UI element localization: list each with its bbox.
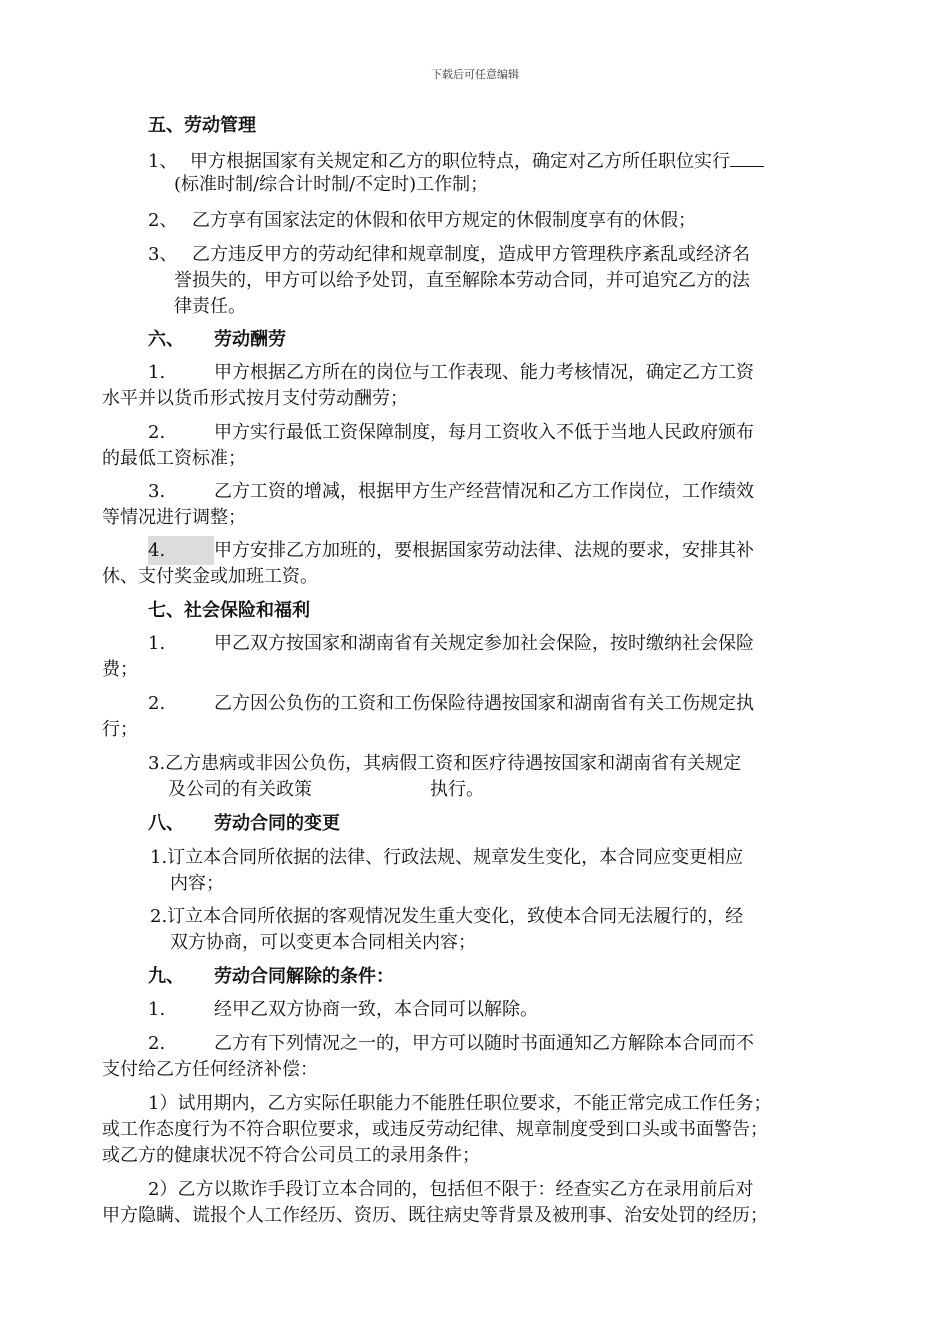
item-number: 2. (148, 1033, 166, 1054)
item-text: 经甲乙双方协商一致，本合同可以解除。 (214, 999, 538, 1020)
item-text: 甲方安排乙方加班的，要根据国家劳动法律、法规的要求，安排其补 (214, 540, 754, 561)
item-number: 1. (148, 999, 166, 1020)
s9-clause-2: 2）乙方以欺诈手段订立本合同的，包括但不限于：经查实乙方在录用前后对 (148, 1179, 754, 1200)
item-number: 2. (148, 693, 166, 714)
blank-field (730, 144, 764, 167)
s9-item-1 (148, 995, 538, 1024)
page-header: 下载后可任意编辑 (431, 68, 519, 81)
s7-item-1 (148, 629, 754, 658)
item-text: 乙方因公负伤的工资和工伤保险待遇按国家和湖南省有关工伤规定执 (214, 693, 754, 714)
s6-item-4-line-2: 休、支付奖金或加班工资。 (102, 566, 318, 587)
s6-item-4 (148, 536, 754, 565)
section-5-heading: 五、劳动管理 (148, 115, 256, 136)
s5-item-1-line-2: (标准时制/综合计时制/不定时)工作制； (174, 174, 489, 195)
s5-item-3-line-2: 誉损失的，甲方可以给予处罚，直至解除本劳动合同，并可追究乙方的法 (174, 270, 750, 291)
s7-item-2 (148, 689, 754, 718)
s9-item-2-line-2: 支付给乙方任何经济补偿： (102, 1059, 318, 1080)
s7-item-1-line-2: 费； (102, 659, 138, 680)
s6-item-2 (148, 418, 754, 447)
item-text: 及公司的有关政策 (168, 779, 312, 800)
section-title: 劳动合同解除的条件： (214, 966, 394, 987)
s6-item-1-line-2: 水平并以货币形式按月支付劳动酬劳； (102, 388, 408, 409)
section-title: 劳动酬劳 (214, 329, 286, 350)
s5-item-3 (148, 240, 750, 269)
item-number-highlighted: 4. (148, 536, 214, 565)
section-number: 八、 (148, 813, 184, 834)
item-text: 乙方享有国家法定的休假和依甲方规定的休假制度享有的休假； (192, 210, 696, 231)
s6-item-1 (148, 358, 754, 387)
item-text: 甲乙双方按国家和湖南省有关规定参加社会保险，按时缴纳社会保险 (214, 633, 754, 654)
item-number: 2、 (148, 210, 178, 231)
s9-clause-1: 1）试用期内，乙方实际任职能力不能胜任职位要求，不能正常完成工作任务； (148, 1093, 772, 1114)
section-number: 六、 (148, 329, 184, 350)
s7-item-3: 3.乙方患病或非因公负伤，其病假工资和医疗待遇按国家和湖南省有关规定 (148, 753, 742, 774)
item-text: 乙方有下列情况之一的，甲方可以随时书面通知乙方解除本合同而不 (214, 1033, 754, 1054)
s8-item-2-line-2: 双方协商，可以变更本合同相关内容； (170, 932, 476, 953)
item-text: 乙方违反甲方的劳动纪律和规章制度，造成甲方管理秩序紊乱或经济名 (192, 244, 750, 265)
s9-clause-2-line-2: 甲方隐瞒、谎报个人工作经历、资历、既往病史等背景及被刑事、治安处罚的经历； (102, 1205, 768, 1226)
section-9-heading (148, 962, 394, 991)
item-number: 3、 (148, 244, 178, 265)
s7-item-2-line-2: 行； (102, 719, 138, 740)
item-text: 甲方根据乙方所在的岗位与工作表现、能力考核情况，确定乙方工资 (214, 362, 754, 383)
item-number: 3. (148, 481, 166, 502)
s6-item-3-line-2: 等情况进行调整； (102, 507, 246, 528)
s9-item-2 (148, 1029, 754, 1058)
s5-item-2 (148, 206, 696, 235)
s8-item-1: 1.订立本合同所依据的法律、行政法规、规章发生变化，本合同应变更相应 (150, 847, 744, 868)
item-number: 1. (148, 633, 166, 654)
item-number: 2. (148, 422, 166, 443)
section-6-heading (148, 325, 286, 354)
item-number: 1、 (148, 151, 178, 172)
s6-item-2-line-2: 的最低工资标准； (102, 448, 246, 469)
item-number: 1. (148, 362, 166, 383)
section-number: 九、 (148, 966, 184, 987)
item-text: 乙方工资的增减，根据甲方生产经营情况和乙方工作岗位，工作绩效 (214, 481, 754, 502)
s9-clause-1-line-3: 或乙方的健康状况不符合公司员工的录用条件； (102, 1145, 480, 1166)
s6-item-3 (148, 477, 754, 506)
s5-item-3-line-3: 律责任。 (174, 296, 246, 317)
section-8-heading (148, 809, 340, 838)
s9-clause-1-line-2: 或工作态度行为不符合职位要求，或违反劳动纪律、规章制度受到口头或书面警告； (102, 1119, 768, 1140)
item-text: 甲方实行最低工资保障制度，每月工资收入不低于当地人民政府颁布 (214, 422, 754, 443)
section-title: 劳动合同的变更 (214, 813, 340, 834)
s7-item-3-line-2 (168, 775, 484, 804)
item-text: 甲方根据国家有关规定和乙方的职位特点，确定对乙方所任职位实行 (190, 151, 730, 172)
item-text-end: 执行。 (430, 779, 484, 800)
section-7-heading: 七、社会保险和福利 (148, 600, 310, 621)
s8-item-2: 2.订立本合同所依据的客观情况发生重大变化，致使本合同无法履行的，经 (150, 906, 744, 927)
s8-item-1-line-2: 内容； (170, 873, 224, 894)
